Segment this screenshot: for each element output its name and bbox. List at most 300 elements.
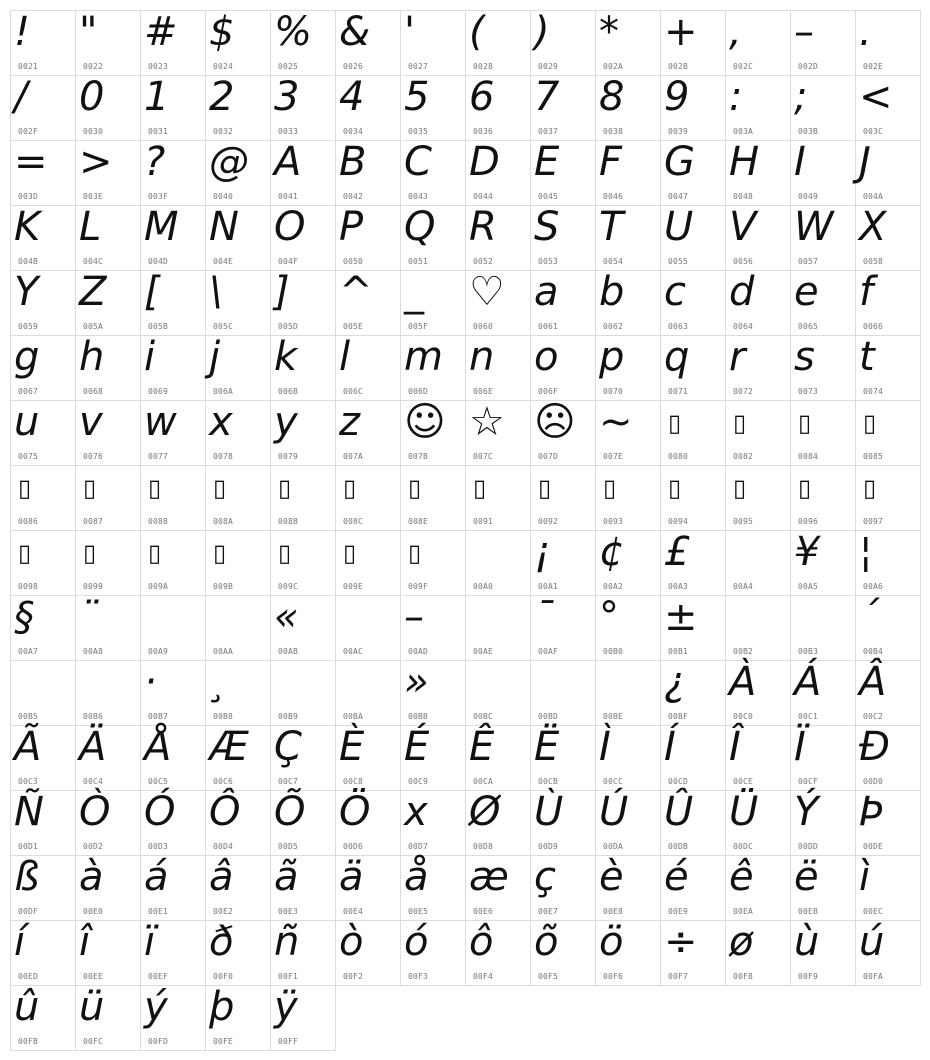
codepoint-label: 0060 xyxy=(473,322,494,331)
codepoint-label: 006F xyxy=(538,387,559,396)
glyph-sample: L xyxy=(79,204,102,250)
codepoint-label: 0057 xyxy=(798,257,819,266)
glyph-cell xyxy=(11,11,76,76)
glyph-sample: N xyxy=(209,204,239,250)
codepoint-label: 0032 xyxy=(213,127,234,136)
glyph-cell xyxy=(661,271,726,336)
codepoint-label: 00D1 xyxy=(18,842,39,851)
codepoint-label: 0064 xyxy=(733,322,754,331)
glyph-sample: / xyxy=(14,74,28,120)
glyph-sample: S xyxy=(534,204,560,250)
glyph-cell xyxy=(336,661,401,726)
glyph-cell xyxy=(141,986,206,1051)
glyph-cell xyxy=(791,726,856,791)
codepoint-label: 005E xyxy=(343,322,364,331)
codepoint-label: 0078 xyxy=(213,452,234,461)
glyph-sample: ¦ xyxy=(859,529,873,575)
glyph-sample: 2 xyxy=(209,74,235,120)
codepoint-label: 0067 xyxy=(18,387,39,396)
codepoint-label: 0069 xyxy=(148,387,169,396)
codepoint-label: 0023 xyxy=(148,62,169,71)
codepoint-label: 00FF xyxy=(278,1037,299,1046)
glyph-sample: e xyxy=(794,269,819,315)
glyph-cell xyxy=(466,856,531,921)
glyph-sample: 8 xyxy=(599,74,625,120)
glyph-cell xyxy=(76,206,141,271)
glyph-sample: ý xyxy=(144,984,168,1030)
codepoint-label: 0030 xyxy=(83,127,104,136)
codepoint-label: 0025 xyxy=(278,62,299,71)
glyph-sample: ' xyxy=(404,9,415,55)
glyph-sample: T xyxy=(599,204,624,250)
glyph-cell xyxy=(596,336,661,401)
codepoint-label: 00A2 xyxy=(603,582,624,591)
glyph-cell xyxy=(856,531,921,596)
codepoint-label: 00E0 xyxy=(83,907,104,916)
glyph-sample: Ý xyxy=(794,789,819,835)
codepoint-label: 00F7 xyxy=(668,972,689,981)
codepoint-label: 0093 xyxy=(603,517,624,526)
missing-glyph-box: ▯ xyxy=(278,474,292,502)
codepoint-label: 00D6 xyxy=(343,842,364,851)
codepoint-label: 00E5 xyxy=(408,907,429,916)
codepoint-label: 007E xyxy=(603,452,624,461)
glyph-cell xyxy=(271,76,336,141)
glyph-sample: d xyxy=(729,269,755,315)
glyph-cell xyxy=(206,986,271,1051)
glyph-cell xyxy=(531,76,596,141)
missing-glyph-box: ▯ xyxy=(733,474,747,502)
glyph-sample: â xyxy=(209,854,234,900)
codepoint-label: 0087 xyxy=(83,517,104,526)
glyph-sample: È xyxy=(339,724,365,770)
glyph-cell xyxy=(596,531,661,596)
glyph-sample: ~ xyxy=(599,399,633,445)
glyph-cell xyxy=(141,596,206,661)
codepoint-label: 00CD xyxy=(668,777,689,786)
glyph-cell xyxy=(661,401,726,466)
glyph-cell xyxy=(206,76,271,141)
codepoint-label: 00C2 xyxy=(863,712,884,721)
glyph-sample: ¿ xyxy=(664,659,686,705)
codepoint-label: 002E xyxy=(863,62,884,71)
glyph-cell xyxy=(271,856,336,921)
codepoint-label: 003A xyxy=(733,127,754,136)
codepoint-label: 00AE xyxy=(473,647,494,656)
glyph-cell xyxy=(206,11,271,76)
glyph-sample: v xyxy=(79,399,103,445)
codepoint-label: 00B8 xyxy=(213,712,234,721)
codepoint-label: 00A3 xyxy=(668,582,689,591)
glyph-sample: M xyxy=(144,204,179,250)
glyph-sample: s xyxy=(794,334,815,380)
codepoint-label: 00F6 xyxy=(603,972,624,981)
glyph-cell xyxy=(271,141,336,206)
glyph-sample: – xyxy=(794,9,814,55)
glyph-sample: ¥ xyxy=(794,529,820,575)
glyph-cell xyxy=(141,271,206,336)
glyph-cell xyxy=(791,661,856,726)
glyph-cell xyxy=(206,726,271,791)
glyph-cell xyxy=(401,206,466,271)
glyph-cell xyxy=(856,336,921,401)
codepoint-label: 00C7 xyxy=(278,777,299,786)
glyph-cell xyxy=(466,531,531,596)
codepoint-label: 00AD xyxy=(408,647,429,656)
glyph-cell xyxy=(466,661,531,726)
codepoint-label: 0055 xyxy=(668,257,689,266)
glyph-cell xyxy=(531,791,596,856)
glyph-sample: C xyxy=(404,139,432,185)
glyph-cell xyxy=(76,856,141,921)
codepoint-label: 00BA xyxy=(343,712,364,721)
glyph-sample: V xyxy=(729,204,757,250)
glyph-cell xyxy=(401,726,466,791)
glyph-cell xyxy=(466,141,531,206)
glyph-sample: ( xyxy=(469,9,485,55)
glyph-cell xyxy=(596,141,661,206)
glyph-cell xyxy=(791,791,856,856)
glyph-sample: W xyxy=(794,204,834,250)
codepoint-label: 00A9 xyxy=(148,647,169,656)
glyph-cell xyxy=(726,661,791,726)
glyph-sample: î xyxy=(79,919,91,965)
glyph-cell xyxy=(76,336,141,401)
codepoint-label: 004F xyxy=(278,257,299,266)
glyph-sample: £ xyxy=(664,529,690,575)
glyph-cell xyxy=(271,986,336,1051)
glyph-cell xyxy=(336,76,401,141)
glyph-cell xyxy=(336,726,401,791)
codepoint-label: 009C xyxy=(278,582,299,591)
glyph-cell xyxy=(141,661,206,726)
glyph-sample: ! xyxy=(14,9,31,55)
codepoint-label: 00F2 xyxy=(343,972,364,981)
codepoint-label: 00BE xyxy=(603,712,624,721)
codepoint-label: 0037 xyxy=(538,127,559,136)
glyph-cell xyxy=(661,531,726,596)
glyph-cell xyxy=(726,596,791,661)
glyph-cell xyxy=(791,921,856,986)
codepoint-label: 00B6 xyxy=(83,712,104,721)
missing-glyph-box: ▯ xyxy=(798,474,812,502)
missing-glyph-box: ▯ xyxy=(408,539,422,567)
glyph-cell xyxy=(11,986,76,1051)
glyph-cell xyxy=(336,856,401,921)
glyph-cell xyxy=(11,596,76,661)
codepoint-label: 004D xyxy=(148,257,169,266)
glyph-cell xyxy=(271,531,336,596)
glyph-cell xyxy=(206,921,271,986)
glyph-sample: Ñ xyxy=(14,789,44,835)
glyph-cell xyxy=(531,206,596,271)
glyph-cell xyxy=(856,141,921,206)
glyph-sample: ç xyxy=(534,854,556,900)
glyph-sample: Ö xyxy=(339,789,371,835)
codepoint-label: 00A4 xyxy=(733,582,754,591)
glyph-sample: j xyxy=(209,334,221,380)
glyph-sample: D xyxy=(469,139,500,185)
codepoint-label: 0070 xyxy=(603,387,624,396)
codepoint-label: 0026 xyxy=(343,62,364,71)
glyph-cell xyxy=(141,336,206,401)
glyph-cell xyxy=(141,921,206,986)
glyph-cell xyxy=(76,466,141,531)
glyph-sample: Ø xyxy=(469,789,501,835)
codepoint-label: 0062 xyxy=(603,322,624,331)
glyph-cell xyxy=(271,271,336,336)
glyph-sample: ö xyxy=(599,919,624,965)
codepoint-label: 00D3 xyxy=(148,842,169,851)
codepoint-label: 003E xyxy=(83,192,104,201)
codepoint-label: 0072 xyxy=(733,387,754,396)
glyph-sample: , xyxy=(729,9,742,55)
glyph-cell xyxy=(531,271,596,336)
codepoint-label: 003F xyxy=(148,192,169,201)
glyph-cell xyxy=(531,336,596,401)
glyph-cell xyxy=(271,466,336,531)
glyph-sample: ø xyxy=(729,919,754,965)
glyph-cell xyxy=(141,11,206,76)
glyph-cell xyxy=(206,336,271,401)
codepoint-label: 00C3 xyxy=(18,777,39,786)
glyph-sample: ù xyxy=(794,919,820,965)
glyph-cell xyxy=(661,141,726,206)
codepoint-label: 00E3 xyxy=(278,907,299,916)
codepoint-label: 0028 xyxy=(473,62,494,71)
codepoint-label: 00A0 xyxy=(473,582,494,591)
glyph-cell xyxy=(661,206,726,271)
glyph-cell xyxy=(661,791,726,856)
glyph-sample: æ xyxy=(469,854,509,900)
glyph-cell xyxy=(531,856,596,921)
glyph-sample: P xyxy=(339,204,364,250)
glyph-sample: m xyxy=(404,334,443,380)
glyph-cell xyxy=(401,791,466,856)
glyph-cell xyxy=(141,856,206,921)
glyph-sample: Ç xyxy=(274,724,302,770)
glyph-sample: $ xyxy=(209,9,235,55)
codepoint-label: 0049 xyxy=(798,192,819,201)
codepoint-label: 0097 xyxy=(863,517,884,526)
glyph-cell xyxy=(791,11,856,76)
glyph-sample: p xyxy=(599,334,625,380)
codepoint-label: 00E6 xyxy=(473,907,494,916)
glyph-sample: J xyxy=(859,139,871,185)
glyph-cell xyxy=(791,336,856,401)
glyph-cell xyxy=(531,661,596,726)
codepoint-label: 0034 xyxy=(343,127,364,136)
glyph-sample: Ë xyxy=(534,724,560,770)
glyph-cell xyxy=(531,726,596,791)
glyph-cell xyxy=(661,596,726,661)
glyph-cell xyxy=(791,401,856,466)
glyph-sample: q xyxy=(664,334,690,380)
glyph-sample: Õ xyxy=(274,789,306,835)
codepoint-label: 0042 xyxy=(343,192,364,201)
codepoint-label: 00C6 xyxy=(213,777,234,786)
glyph-cell xyxy=(726,856,791,921)
glyph-cell xyxy=(206,141,271,206)
codepoint-label: 00A1 xyxy=(538,582,559,591)
glyph-sample: ü xyxy=(79,984,105,1030)
codepoint-label: 005C xyxy=(213,322,234,331)
glyph-sample: ï xyxy=(144,919,156,965)
glyph-sample: x xyxy=(209,399,233,445)
glyph-cell xyxy=(336,401,401,466)
glyph-cell xyxy=(141,401,206,466)
glyph-sample: X xyxy=(859,204,887,250)
glyph-cell xyxy=(531,141,596,206)
codepoint-label: 0029 xyxy=(538,62,559,71)
glyph-cell xyxy=(401,531,466,596)
glyph-sample: F xyxy=(599,139,623,185)
codepoint-label: 004A xyxy=(863,192,884,201)
glyph-cell xyxy=(596,856,661,921)
codepoint-label: 0046 xyxy=(603,192,624,201)
glyph-cell xyxy=(856,206,921,271)
glyph-cell xyxy=(596,791,661,856)
glyph-cell xyxy=(141,466,206,531)
codepoint-label: 002C xyxy=(733,62,754,71)
glyph-cell xyxy=(596,11,661,76)
glyph-cell xyxy=(206,856,271,921)
glyph-cell xyxy=(336,466,401,531)
codepoint-label: 0054 xyxy=(603,257,624,266)
codepoint-label: 00D0 xyxy=(863,777,884,786)
codepoint-label: 0074 xyxy=(863,387,884,396)
codepoint-label: 004E xyxy=(213,257,234,266)
codepoint-label: 00CA xyxy=(473,777,494,786)
codepoint-label: 00FD xyxy=(148,1037,169,1046)
codepoint-label: 00AF xyxy=(538,647,559,656)
codepoint-label: 0082 xyxy=(733,452,754,461)
codepoint-label: 0039 xyxy=(668,127,689,136)
glyph-cell xyxy=(336,336,401,401)
codepoint-label: 00D7 xyxy=(408,842,429,851)
glyph-cell xyxy=(271,726,336,791)
glyph-cell xyxy=(791,596,856,661)
codepoint-label: 00EB xyxy=(798,907,819,916)
codepoint-label: 00F8 xyxy=(733,972,754,981)
glyph-cell xyxy=(856,271,921,336)
glyph-sample: ☹ xyxy=(534,399,576,445)
glyph-sample: ñ xyxy=(274,919,300,965)
glyph-cell xyxy=(791,466,856,531)
codepoint-label: 0040 xyxy=(213,192,234,201)
glyph-sample: ô xyxy=(469,919,494,965)
codepoint-label: 00D5 xyxy=(278,842,299,851)
glyph-sample: Ù xyxy=(534,789,564,835)
missing-glyph-box: ▯ xyxy=(343,474,357,502)
glyph-sample: ú xyxy=(859,919,885,965)
glyph-sample: ê xyxy=(729,854,754,900)
glyph-cell xyxy=(11,336,76,401)
codepoint-label: 0084 xyxy=(798,452,819,461)
glyph-cell xyxy=(11,76,76,141)
glyph-sample: Á xyxy=(794,659,822,705)
glyph-cell xyxy=(401,336,466,401)
codepoint-label: 0031 xyxy=(148,127,169,136)
codepoint-label: 006A xyxy=(213,387,234,396)
glyph-cell xyxy=(11,726,76,791)
glyph-sample: » xyxy=(404,659,429,705)
glyph-cell xyxy=(11,791,76,856)
codepoint-label: 009B xyxy=(213,582,234,591)
codepoint-label: 00EC xyxy=(863,907,884,916)
codepoint-label: 00E2 xyxy=(213,907,234,916)
glyph-sample: E xyxy=(534,139,560,185)
glyph-cell xyxy=(76,596,141,661)
glyph-sample: ¨ xyxy=(79,594,99,640)
glyph-cell xyxy=(206,661,271,726)
codepoint-label: 00F9 xyxy=(798,972,819,981)
glyph-cell xyxy=(856,856,921,921)
glyph-sample: ó xyxy=(404,919,429,965)
glyph-sample: 3 xyxy=(274,74,300,120)
glyph-cell xyxy=(856,466,921,531)
glyph-sample: ¯ xyxy=(534,594,554,640)
glyph-sample: u xyxy=(14,399,40,445)
glyph-cell xyxy=(596,921,661,986)
glyph-sample: @ xyxy=(209,139,249,185)
glyph-sample: 7 xyxy=(534,74,560,120)
glyph-cell xyxy=(596,661,661,726)
codepoint-label: 00D9 xyxy=(538,842,559,851)
glyph-cell xyxy=(531,11,596,76)
glyph-sample: 6 xyxy=(469,74,495,120)
codepoint-label: 006C xyxy=(343,387,364,396)
codepoint-label: 00CB xyxy=(538,777,559,786)
missing-glyph-box: ▯ xyxy=(668,409,682,437)
glyph-cell xyxy=(466,596,531,661)
codepoint-label: 0099 xyxy=(83,582,104,591)
codepoint-label: 00B2 xyxy=(733,647,754,656)
glyph-sample: . xyxy=(859,9,872,55)
glyph-sample: Î xyxy=(729,724,741,770)
glyph-sample: h xyxy=(79,334,105,380)
glyph-cell xyxy=(466,271,531,336)
codepoint-label: 00C4 xyxy=(83,777,104,786)
glyph-cell xyxy=(661,11,726,76)
glyph-sample: « xyxy=(274,594,299,640)
codepoint-label: 00F0 xyxy=(213,972,234,981)
glyph-cell xyxy=(531,466,596,531)
glyph-cell xyxy=(401,11,466,76)
codepoint-label: 00C8 xyxy=(343,777,364,786)
glyph-cell xyxy=(336,596,401,661)
codepoint-label: 007C xyxy=(473,452,494,461)
codepoint-label: 00B4 xyxy=(863,647,884,656)
codepoint-label: 00E1 xyxy=(148,907,169,916)
glyph-sample: è xyxy=(599,854,624,900)
glyph-cell xyxy=(11,401,76,466)
glyph-sample: w xyxy=(144,399,177,445)
glyph-cell xyxy=(401,596,466,661)
glyph-sample: à xyxy=(79,854,104,900)
glyph-cell xyxy=(531,531,596,596)
codepoint-label: 0073 xyxy=(798,387,819,396)
glyph-cell xyxy=(401,141,466,206)
glyph-sample: û xyxy=(14,984,40,1030)
glyph-cell xyxy=(726,466,791,531)
codepoint-label: 004B xyxy=(18,257,39,266)
glyph-cell xyxy=(726,271,791,336)
codepoint-label: 00BC xyxy=(473,712,494,721)
glyph-cell xyxy=(596,726,661,791)
glyph-cell xyxy=(726,921,791,986)
codepoint-label: 00DA xyxy=(603,842,624,851)
